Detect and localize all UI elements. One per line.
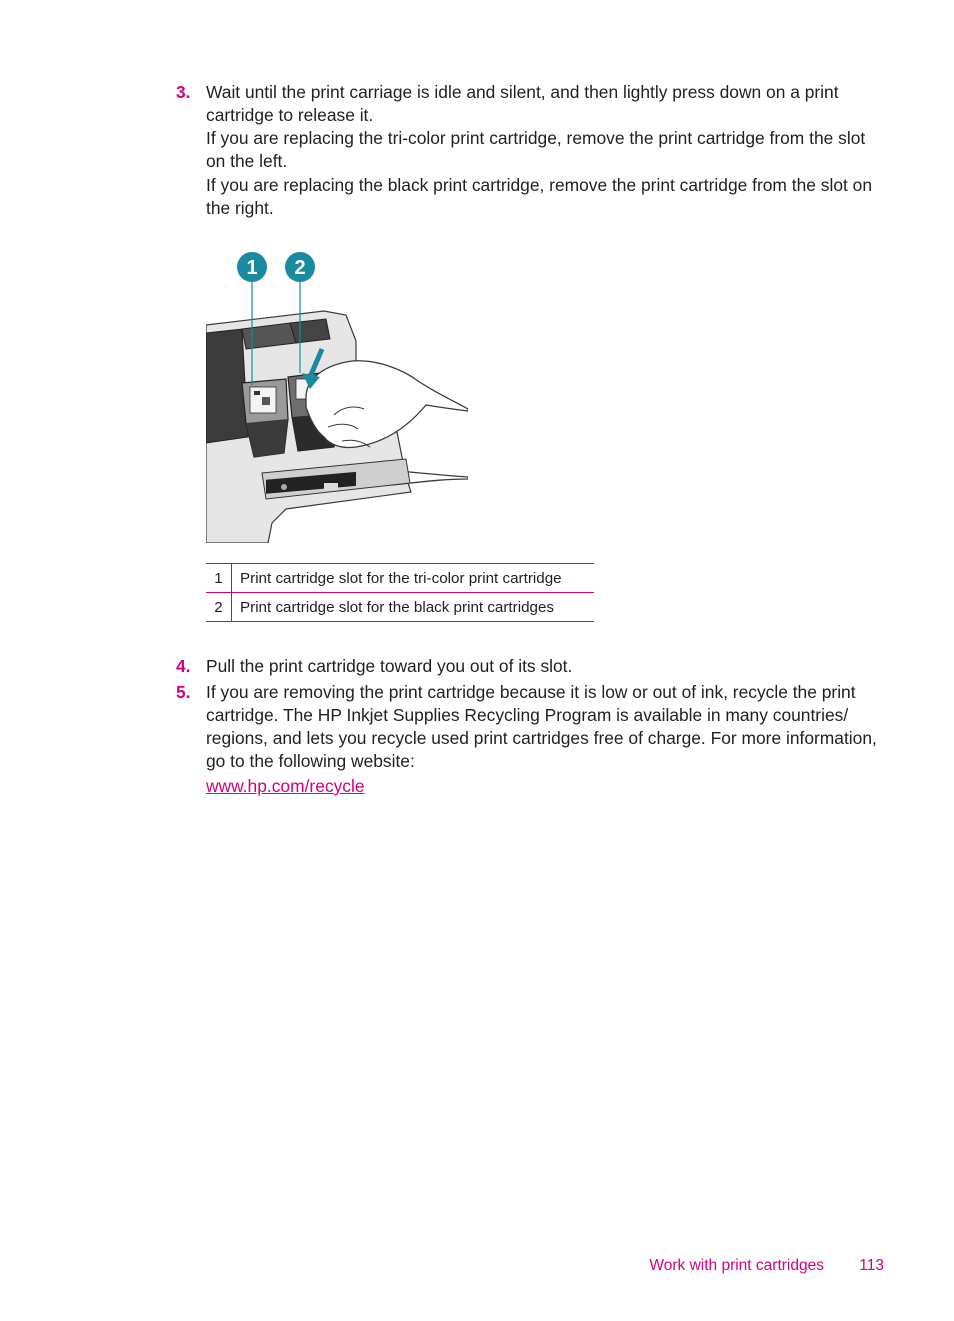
base-indicator — [324, 483, 338, 490]
step-4 — [176, 655, 888, 678]
step-note-tricolor: If you are replacing the tri-color print cartridge, remove the print cartridge from the slot on the left. — [206, 128, 866, 171]
step-body — [206, 81, 888, 220]
callout-marker-1 — [237, 252, 267, 282]
step-number: 3. — [176, 82, 191, 102]
step-instruction: If you are removing the print cartridge because it is low or out of ink, recycle the print cartridge. The HP Inkjet Supplies Recycling Program is available in many countries/ regions, and lets you recycle used print cartridges free of charge. For more information, go to the following website: — [206, 682, 877, 771]
svg-text:1: 1 — [246, 257, 258, 279]
step-number: 5. — [176, 682, 191, 702]
callout-number: 1 — [206, 564, 232, 593]
step-instruction: Pull the print cartridge toward you out of its slot. — [206, 656, 573, 676]
page-footer — [649, 1257, 884, 1275]
step-body — [206, 681, 888, 798]
step-note-black: If you are replacing the black print cartridge, remove the print cartridge from the slot on the right. — [206, 175, 872, 218]
table-row — [206, 593, 594, 622]
svg-text:2: 2 — [294, 257, 306, 279]
step-body — [206, 655, 888, 678]
callout-table — [206, 563, 594, 622]
cartridge-removal-illustration — [206, 247, 468, 543]
hand — [306, 361, 468, 448]
callout-number: 2 — [206, 593, 232, 622]
page-number: 113 — [859, 1257, 884, 1274]
callout-description: Print cartridge slot for the tri-color print cartridge — [232, 564, 595, 593]
step-5 — [176, 681, 888, 798]
callout-marker-2 — [285, 252, 315, 282]
recycle-link[interactable]: www.hp.com/recycle — [206, 776, 365, 796]
step-3 — [176, 81, 888, 220]
step-instruction: Wait until the print carriage is idle and silent, and then lightly press down on a print cartridge to release it. — [206, 82, 839, 125]
step-number: 4. — [176, 656, 191, 676]
slot-divider — [290, 319, 330, 343]
footer-section-title: Work with print cartridges — [649, 1257, 824, 1274]
table-row — [206, 564, 594, 593]
callout-description: Print cartridge slot for the black print cartridges — [232, 593, 595, 622]
link-line — [206, 775, 888, 798]
base-dot — [281, 484, 287, 490]
